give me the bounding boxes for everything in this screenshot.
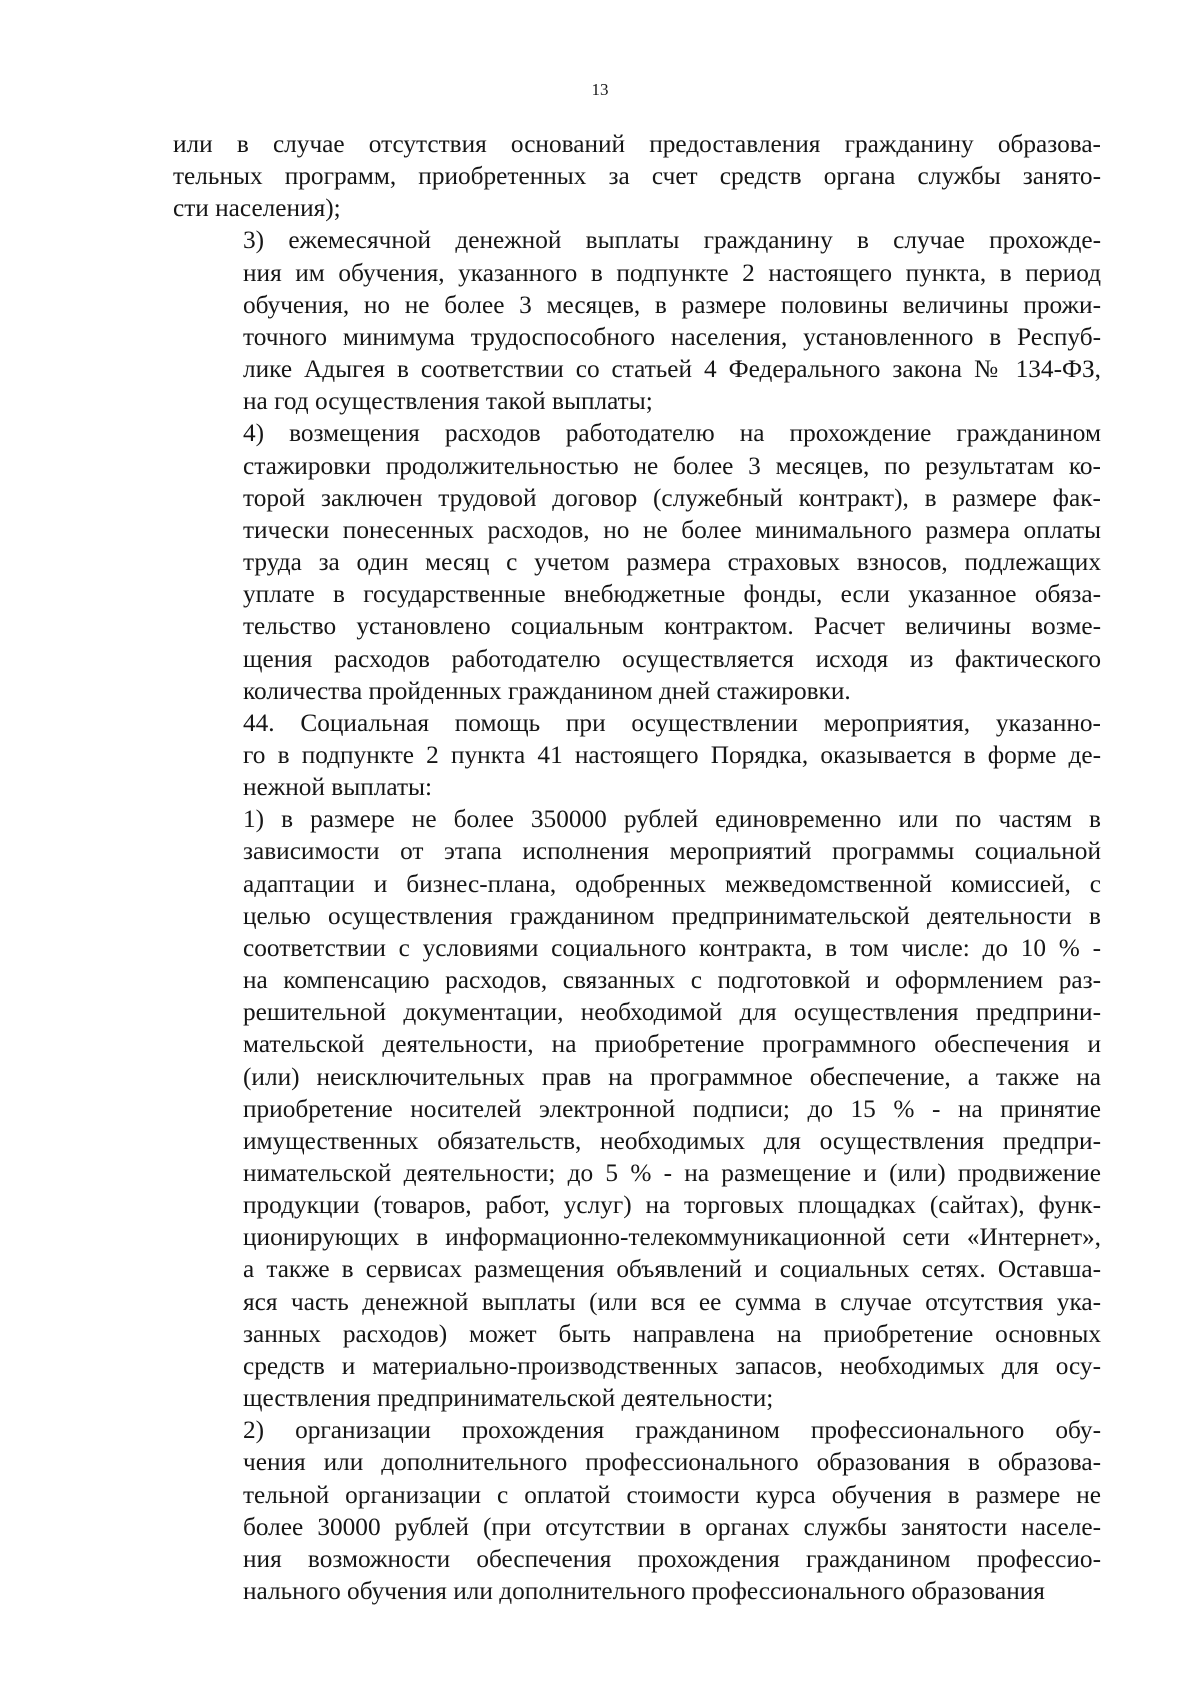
text-line: а также в сервисах размещения объявлений и социальных сетях. Оставша- bbox=[243, 1255, 1101, 1284]
text-line: продукции (товаров, работ, услуг) на торговых площадках (сайтах), функ- bbox=[243, 1191, 1101, 1220]
paragraph bbox=[173, 128, 1101, 224]
text-line: ционирующих в информационно-телекоммуникационной сети «Интернет», bbox=[243, 1223, 1101, 1252]
text-line: ния им обучения, указанного в подпункте 2 настоящего пункта, в период bbox=[243, 258, 1101, 287]
page-number: 13 bbox=[591, 80, 609, 99]
text-line: на год осуществления такой выплаты; bbox=[243, 387, 653, 416]
text-line: стажировки продолжительностью не более 3 месяцев, по результатам ко- bbox=[243, 451, 1101, 480]
paragraph bbox=[173, 417, 1101, 706]
text-line: на компенсацию расходов, связанных с подготовкой и оформлением раз- bbox=[243, 966, 1101, 995]
text-line: нимательской деятельности; до 5 % - на размещение и (или) продвижение bbox=[243, 1159, 1101, 1187]
text-line: 1) в размере не более 350000 рублей единовременно или по частям в bbox=[243, 805, 1101, 834]
paragraph bbox=[173, 707, 1101, 803]
text-line: тельство установлено социальным контрактом. Расчет величины возме- bbox=[243, 612, 1101, 641]
text-line: тельных программ, приобретенных за счет средств органа службы занято- bbox=[173, 162, 1101, 191]
text-line: зависимости от этапа исполнения мероприятий программы социальной bbox=[243, 837, 1101, 866]
text-line: уплате в государственные внебюджетные фонды, если указанное обяза- bbox=[243, 580, 1101, 609]
text-line: приобретение носителей электронной подписи; до 15 % - на принятие bbox=[243, 1094, 1101, 1123]
text-line: сти населения); bbox=[173, 194, 341, 223]
text-line: 4) возмещения расходов работодателю на прохождение гражданином bbox=[243, 419, 1101, 448]
text-line: тельной организации с оплатой стоимости курса обучения в размере не bbox=[243, 1480, 1101, 1509]
text-line: 3) ежемесячной денежной выплаты гражданину в случае прохожде- bbox=[243, 226, 1101, 255]
text-line: занных расходов) может быть направлена на приобретение основных bbox=[243, 1319, 1101, 1348]
text-line: лике Адыгея в соответствии со статьей 4 Федерального закона № 134-ФЗ, bbox=[243, 355, 1101, 384]
text-line: адаптации и бизнес-плана, одобренных межведомственной комиссией, с bbox=[243, 869, 1101, 898]
text-line: 2) организации прохождения гражданином профессионального обу- bbox=[243, 1416, 1101, 1445]
text-line: 44. Социальная помощь при осуществлении мероприятия, указанно- bbox=[243, 708, 1101, 737]
text-line: количества пройденных гражданином дней стажировки. bbox=[243, 676, 851, 705]
text-line: или в случае отсутствия оснований предоставления гражданину образова- bbox=[173, 130, 1101, 158]
text-line: имущественных обязательств, необходимых для осуществления предпри- bbox=[243, 1126, 1101, 1155]
text-line: труда за один месяц с учетом размера страховых взносов, подлежащих bbox=[243, 548, 1101, 577]
text-line: более 30000 рублей (при отсутствии в органах службы занятости населе- bbox=[243, 1512, 1101, 1541]
text-line: яся часть денежной выплаты (или вся ее сумма в случае отсутствия ука- bbox=[243, 1287, 1101, 1316]
text-line: тически понесенных расходов, но не более минимального размера оплаты bbox=[243, 515, 1101, 544]
document-body bbox=[173, 128, 1101, 1607]
text-line: мательской деятельности, на приобретение программного обеспечения и bbox=[243, 1030, 1101, 1059]
text-line: средств и материально-производственных запасов, необходимых для осу- bbox=[243, 1351, 1101, 1380]
text-line: чения или дополнительного профессионального образования в образова- bbox=[243, 1448, 1101, 1477]
text-line: ния возможности обеспечения прохождения гражданином профессио- bbox=[243, 1544, 1101, 1573]
text-line: торой заключен трудовой договор (служебный контракт), в размере фак- bbox=[243, 483, 1101, 512]
paragraph bbox=[173, 224, 1101, 417]
paragraph bbox=[173, 1414, 1101, 1607]
text-line: щения расходов работодателю осуществляется исходя из фактического bbox=[243, 644, 1101, 673]
paragraph bbox=[173, 803, 1101, 1414]
text-line: обучения, но не более 3 месяцев, в размере половины величины прожи- bbox=[243, 290, 1101, 319]
text-line: ществления предпринимательской деятельности; bbox=[243, 1384, 774, 1413]
text-line: нежной выплаты: bbox=[243, 773, 433, 802]
text-line: нального обучения или дополнительного профессионального образования bbox=[243, 1577, 1045, 1606]
text-line: целью осуществления гражданином предпринимательской деятельности в bbox=[243, 901, 1101, 930]
text-line: точного минимума трудоспособного населения, установленного в Респуб- bbox=[243, 322, 1101, 351]
text-line: го в подпункте 2 пункта 41 настоящего Порядка, оказывается в форме де- bbox=[243, 740, 1101, 769]
text-line: соответствии с условиями социального контракта, в том числе: до 10 % - bbox=[243, 933, 1101, 962]
text-line: (или) неисключительных прав на программное обеспечение, а также на bbox=[243, 1062, 1101, 1091]
text-line: решительной документации, необходимой для осуществления предприни- bbox=[243, 998, 1101, 1027]
